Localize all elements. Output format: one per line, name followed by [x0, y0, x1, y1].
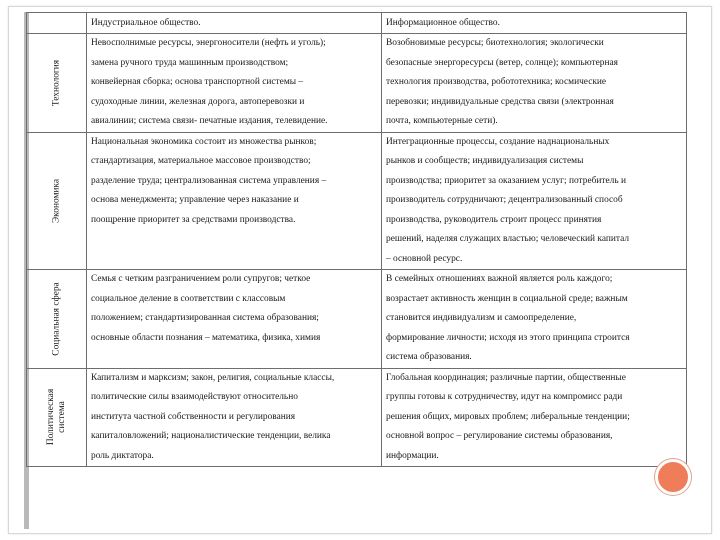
information-cell: Глобальная координация; различные партии, общественные группы готовы к сотрудничеству, идут на компромисс ради решения общих, мировых проблем; либеральные тенденции; основной вопрос – регулирование системы образования, информации. [382, 368, 687, 467]
category-label: Политическая система [45, 389, 67, 446]
header-industrial: Индустриальное общество. [87, 13, 382, 34]
information-cell: В семейных отношениях важной является роль каждого; возрастает активность женщин в социальной среде; важным становится индивидуализм и самоопределение, формирование личности; исходя из этого принципа строится система образования. [382, 270, 687, 369]
category-label: Экономика [51, 178, 61, 223]
table-header-row [27, 13, 687, 34]
table-row [27, 270, 687, 369]
category-cell [27, 34, 87, 133]
industrial-cell: Семья с четким разграничением роли супругов; четкое социальное деление в соответствии с классовым положением; стандартизированная система образования; основные области познания – математика, физика, химия [87, 270, 382, 369]
table-row [27, 34, 687, 133]
decorative-circle [655, 459, 691, 495]
information-cell: Интеграционные процессы, создание наднациональных рынков и сообществ; индивидуализация системы производства; приоритет за оказанием услуг; потребитель и производитель сотрудничают; децентрализованный способ производства, руководитель строит процесс принятия решений, наделяя служащих властью; человеческий капитал – основной ресурс. [382, 132, 687, 270]
category-label: Технология [51, 59, 61, 106]
category-cell [27, 132, 87, 270]
category-cell [27, 270, 87, 369]
table-row [27, 132, 687, 270]
industrial-cell: Национальная экономика состоит из множества рынков; стандартизация, материальное массовое производство; разделение труда; централизованная система управления – основа менеджмента; управление через наказание и поощрение приоритет за средствами производства. [87, 132, 382, 270]
category-label: Социальная сфера [51, 282, 61, 356]
information-cell: Возобновимые ресурсы; биотехнология; экологически безопасные энергоресурсы (ветер, солнце); компьютерная технология производства, робототехника; космические перевозки; индивидуальные средства связи (электронная почта, компьютерные сети). [382, 34, 687, 133]
header-corner [27, 13, 87, 34]
industrial-cell: Невосполнимые ресурсы, энергоносители (нефть и уголь); замена ручного труда машинным производством; конвейерная сборка; основа транспортной системы – судоходные линии, железная дорога, автоперевозки и авиалинии; система связи- печатные издания, телевидение. [87, 34, 382, 133]
comparison-table [26, 12, 687, 467]
industrial-cell: Капитализм и марксизм; закон, религия, социальные классы, политические силы взаимодействуют относительно института частной собственности и регулирования капиталовложений; националистические тенденции, велика роль диктатора. [87, 368, 382, 467]
category-cell [27, 368, 87, 467]
table-row [27, 368, 687, 467]
header-information: Информационное общество. [382, 13, 687, 34]
